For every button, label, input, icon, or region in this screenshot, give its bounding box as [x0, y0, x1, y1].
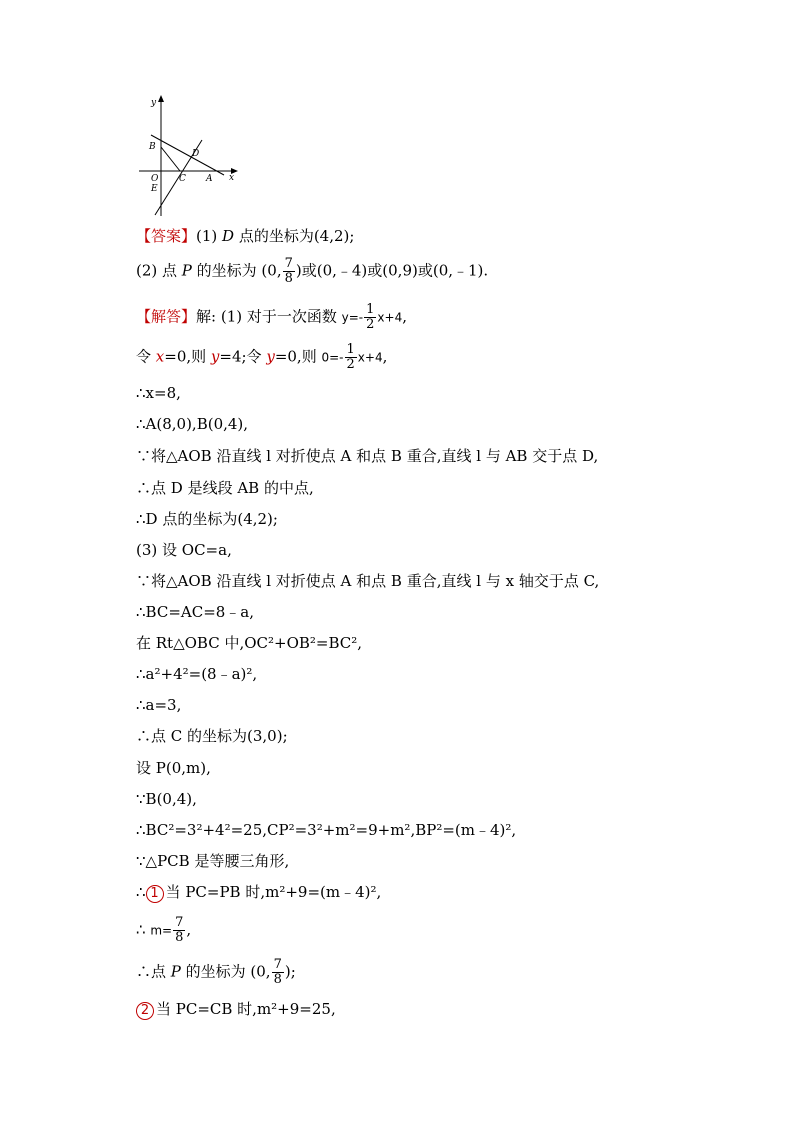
- answer-line-2: (2) 点 P 的坐标为 (0, $\frac{7}{8}$ )或(0,﹣4)或(0,9)或(0,﹣1).: [136, 256, 489, 286]
- solution-line-8: (3) 设 OC=a,: [136, 541, 232, 559]
- solution-line-19: ∴ 1 当 PC=PB 时,m²+9=(m﹣4)²,: [136, 883, 382, 901]
- solution-line-13: ∴a=3,: [136, 696, 182, 714]
- fraction: $\frac{7}{8}$: [284, 256, 293, 286]
- answer-tag: 【答案】: [136, 227, 197, 245]
- solution-line-1: 【解答】解: (1) 对于一次函数 y=- $\frac{1}{2}$ x+4,: [136, 302, 407, 332]
- label-b: B: [149, 142, 156, 152]
- fraction: $\frac{1}{2}$: [346, 342, 355, 372]
- label-o: O: [151, 174, 159, 184]
- solution-line-2: 令 x=0,则 y=4;令 y=0,则 0=- $\frac{1}{2}$ x+4,: [136, 342, 388, 372]
- solution-line-6: ∴点 D 是线段 AB 的中点,: [136, 479, 314, 497]
- solution-line-18: ∵△PCB 是等腰三角形,: [136, 852, 290, 870]
- solution-line-15: 设 P(0,m),: [136, 759, 211, 777]
- solution-line-12: ∴a²+4²=(8﹣a)²,: [136, 665, 258, 683]
- solution-line-7: ∴D 点的坐标为(4,2);: [136, 510, 278, 528]
- solution-line-16: ∵B(0,4),: [136, 790, 197, 808]
- label-a: A: [206, 174, 213, 184]
- solution-line-22: 2 当 PC=CB 时,m²+9=25,: [136, 999, 336, 1020]
- fraction: $\frac{7}{8}$: [273, 957, 282, 987]
- solution-line-3: ∴x=8,: [136, 384, 181, 402]
- solution-line-11: 在 Rt△OBC 中,OC²+OB²=BC²,: [136, 634, 363, 652]
- label-e: E: [151, 184, 158, 194]
- solution-line-20: ∴ m= $\frac{7}{8}$ ,: [136, 915, 192, 945]
- solution-tag: 【解答】: [136, 307, 197, 326]
- fraction: $\frac{1}{2}$: [366, 302, 375, 332]
- y-axis-arrow: [158, 95, 164, 102]
- solution-line-10: ∴BC=AC=8﹣a,: [136, 603, 255, 621]
- label-c: C: [179, 174, 186, 184]
- line-ab: [151, 135, 224, 175]
- circled-number: 2: [136, 1002, 154, 1020]
- solution-line-14: ∴点 C 的坐标为(3,0);: [136, 727, 288, 745]
- solution-line-17: ∴BC²=3²+4²=25,CP²=3²+m²=9+m²,BP²=(m﹣4)²,: [136, 821, 517, 839]
- coordinate-figure: [136, 92, 248, 222]
- label-d: D: [192, 149, 200, 159]
- segment-bc: [161, 147, 180, 171]
- solution-line-4: ∴A(8,0),B(0,4),: [136, 415, 249, 433]
- solution-line-5: ∵将△AOB 沿直线 l 对折使点 A 和点 B 重合,直线 l 与 AB 交于点 D,: [136, 447, 599, 465]
- answer-line-1: 【答案】(1) D 点的坐标为(4,2);: [136, 227, 355, 245]
- label-y: y: [151, 98, 157, 108]
- label-x: x: [229, 173, 235, 183]
- solution-line-9: ∵将△AOB 沿直线 l 对折使点 A 和点 B 重合,直线 l 与 x 轴交于点 C,: [136, 572, 600, 590]
- solution-line-21: ∴点 P 的坐标为 (0, $\frac{7}{8}$ );: [136, 957, 296, 987]
- fraction: $\frac{7}{8}$: [175, 915, 184, 945]
- circled-number: 1: [146, 885, 164, 903]
